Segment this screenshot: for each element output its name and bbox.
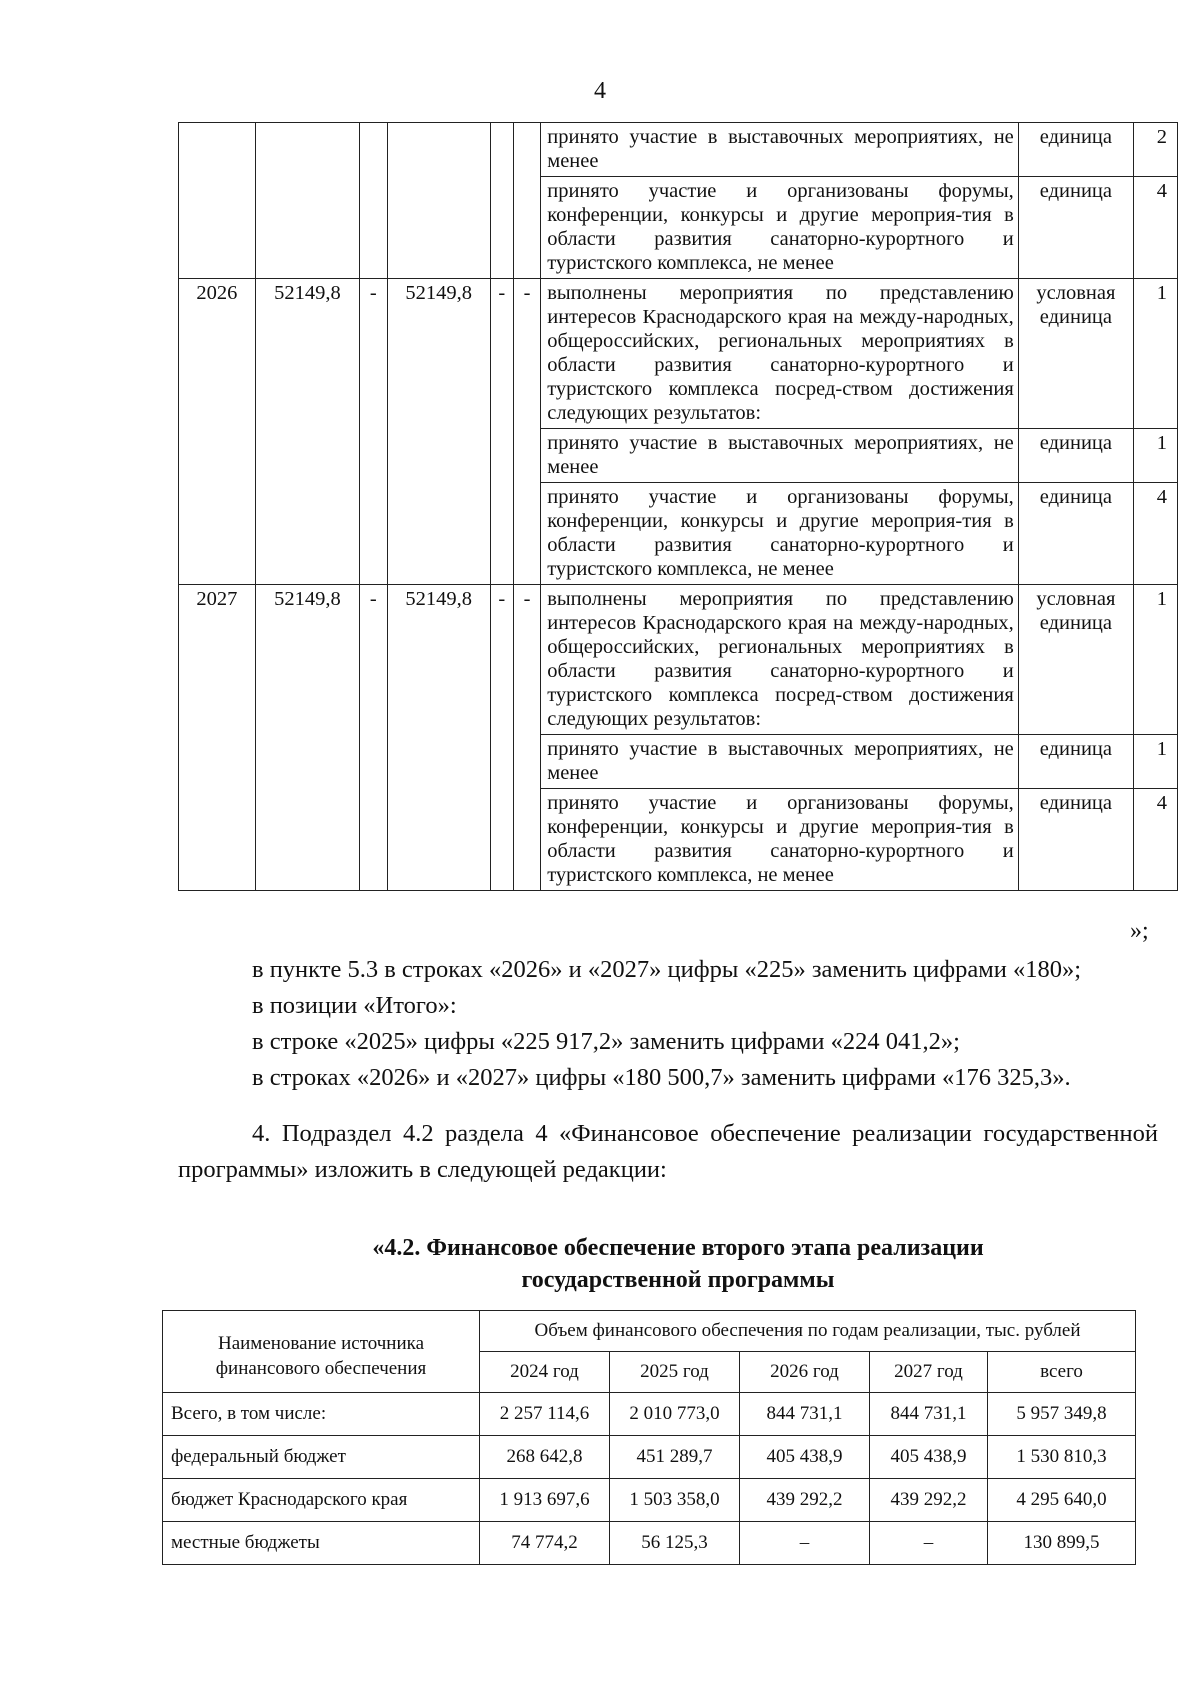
value-cell: 1 <box>1134 279 1178 429</box>
dash-cell <box>490 123 513 279</box>
total-cell: 52149,8 <box>255 585 359 891</box>
finance-column-header: 2026 год <box>740 1352 870 1393</box>
indicator-row <box>179 123 1178 177</box>
paragraph-row-2025: в строке «2025» цифры «225 917,2» заменить цифрами «224 041,2»; <box>252 1028 960 1055</box>
indicators-table <box>178 122 1178 891</box>
unit-cell: единица <box>1018 483 1133 585</box>
paragraph-point-5-3: в пункте 5.3 в строках «2026» и «2027» цифры «225» заменить цифрами «180»; <box>252 956 1082 983</box>
paragraph-itogo: в позиции «Итого»: <box>252 992 457 1019</box>
amount-cell: 52149,8 <box>387 279 490 585</box>
closing-quote: »; <box>1130 918 1149 944</box>
unit-cell: условная единица <box>1018 585 1133 735</box>
finance-source-cell: Всего, в том числе: <box>163 1393 480 1436</box>
value-cell: 2 <box>1134 123 1178 177</box>
result-text-cell: выполнены мероприятия по представлению интересов Краснодарского края на между-народных, общероссийских, региональных мероприятиях в области развития санаторно-курортного и туристского комплекса посред-ством достижения следующих результатов: <box>541 585 1019 735</box>
total-cell: 52149,8 <box>255 279 359 585</box>
unit-cell: единица <box>1018 789 1133 891</box>
finance-table <box>162 1310 1136 1565</box>
dash-cell: - <box>490 585 513 891</box>
unit-cell: единица <box>1018 123 1133 177</box>
finance-value-cell: 844 731,1 <box>870 1393 988 1436</box>
finance-value-cell: 56 125,3 <box>610 1522 740 1565</box>
indicator-row <box>179 279 1178 429</box>
finance-column-header: всего <box>988 1352 1136 1393</box>
finance-value-cell: 439 292,2 <box>740 1479 870 1522</box>
result-text-cell: принято участие в выставочных мероприятиях, не менее <box>541 735 1019 789</box>
amount-cell: 52149,8 <box>387 585 490 891</box>
finance-row <box>163 1436 1136 1479</box>
unit-cell: единица <box>1018 429 1133 483</box>
finance-source-cell: бюджет Краснодарского края <box>163 1479 480 1522</box>
finance-row <box>163 1479 1136 1522</box>
indicator-row <box>179 585 1178 735</box>
dash-cell: - <box>360 279 387 585</box>
value-cell: 1 <box>1134 585 1178 735</box>
finance-value-cell: 1 530 810,3 <box>988 1436 1136 1479</box>
finance-value-cell: 130 899,5 <box>988 1522 1136 1565</box>
result-text-cell: принято участие и организованы форумы, конференции, конкурсы и другие мероприя-тия в области развития санаторно-курортного и туристского комплекса, не менее <box>541 177 1019 279</box>
result-text-cell: принято участие и организованы форумы, конференции, конкурсы и другие мероприя-тия в области развития санаторно-курортного и туристского комплекса, не менее <box>541 483 1019 585</box>
finance-row <box>163 1522 1136 1565</box>
value-cell: 1 <box>1134 429 1178 483</box>
finance-value-cell: 4 295 640,0 <box>988 1479 1136 1522</box>
amendment-text <box>178 952 1158 1188</box>
total-cell <box>255 123 359 279</box>
unit-cell: условная единица <box>1018 279 1133 429</box>
value-cell: 4 <box>1134 789 1178 891</box>
result-text-cell: принято участие и организованы форумы, конференции, конкурсы и другие мероприя-тия в области развития санаторно-курортного и туристского комплекса, не менее <box>541 789 1019 891</box>
finance-table-body <box>163 1393 1136 1565</box>
dash-cell: - <box>513 279 540 585</box>
finance-source-cell: федеральный бюджет <box>163 1436 480 1479</box>
finance-value-cell: 1 913 697,6 <box>480 1479 610 1522</box>
finance-column-header: 2027 год <box>870 1352 988 1393</box>
section-heading-line-1: «4.2. Финансовое обеспечение второго этапа реализации <box>372 1235 984 1261</box>
dash-cell: - <box>490 279 513 585</box>
dash-cell <box>513 123 540 279</box>
section-heading <box>178 1232 1178 1296</box>
finance-column-header: 2024 год <box>480 1352 610 1393</box>
finance-source-header: Наименование источника финансового обеспечения <box>163 1311 480 1393</box>
paragraph-subsection-4-2: 4. Подраздел 4.2 раздела 4 «Финансовое обеспечение реализации государственной программы» изложить в следующей редакции: <box>178 1120 1158 1183</box>
section-heading-line-2: государственной программы <box>521 1267 835 1293</box>
value-cell: 4 <box>1134 483 1178 585</box>
finance-value-cell: 1 503 358,0 <box>610 1479 740 1522</box>
year-cell: 2027 <box>179 585 256 891</box>
year-cell: 2026 <box>179 279 256 585</box>
finance-value-cell: 439 292,2 <box>870 1479 988 1522</box>
value-cell: 4 <box>1134 177 1178 279</box>
amount-cell <box>387 123 490 279</box>
value-cell: 1 <box>1134 735 1178 789</box>
finance-value-cell: 268 642,8 <box>480 1436 610 1479</box>
result-text-cell: принято участие в выставочных мероприятиях, не менее <box>541 123 1019 177</box>
finance-source-cell: местные бюджеты <box>163 1522 480 1565</box>
paragraph-rows-2026-2027: в строках «2026» и «2027» цифры «180 500,7» заменить цифрами «176 325,3». <box>252 1064 1071 1091</box>
finance-row <box>163 1393 1136 1436</box>
dash-cell <box>360 123 387 279</box>
finance-column-header: 2025 год <box>610 1352 740 1393</box>
finance-value-cell: 844 731,1 <box>740 1393 870 1436</box>
finance-value-cell: 451 289,7 <box>610 1436 740 1479</box>
finance-value-cell: – <box>740 1522 870 1565</box>
result-text-cell: выполнены мероприятия по представлению интересов Краснодарского края на между-народных, общероссийских, региональных мероприятиях в области развития санаторно-курортного и туристского комплекса посред-ством достижения следующих результатов: <box>541 279 1019 429</box>
finance-value-cell: 74 774,2 <box>480 1522 610 1565</box>
indicators-table-body <box>179 123 1178 891</box>
result-text-cell: принято участие в выставочных мероприятиях, не менее <box>541 429 1019 483</box>
dash-cell: - <box>513 585 540 891</box>
unit-cell: единица <box>1018 177 1133 279</box>
finance-value-cell: 2 257 114,6 <box>480 1393 610 1436</box>
finance-volume-header: Объем финансового обеспечения по годам реализации, тыс. рублей <box>480 1311 1136 1352</box>
year-cell <box>179 123 256 279</box>
page-number: 4 <box>594 78 606 104</box>
finance-value-cell: 2 010 773,0 <box>610 1393 740 1436</box>
finance-value-cell: 405 438,9 <box>870 1436 988 1479</box>
finance-value-cell: – <box>870 1522 988 1565</box>
finance-value-cell: 405 438,9 <box>740 1436 870 1479</box>
dash-cell: - <box>360 585 387 891</box>
finance-value-cell: 5 957 349,8 <box>988 1393 1136 1436</box>
unit-cell: единица <box>1018 735 1133 789</box>
